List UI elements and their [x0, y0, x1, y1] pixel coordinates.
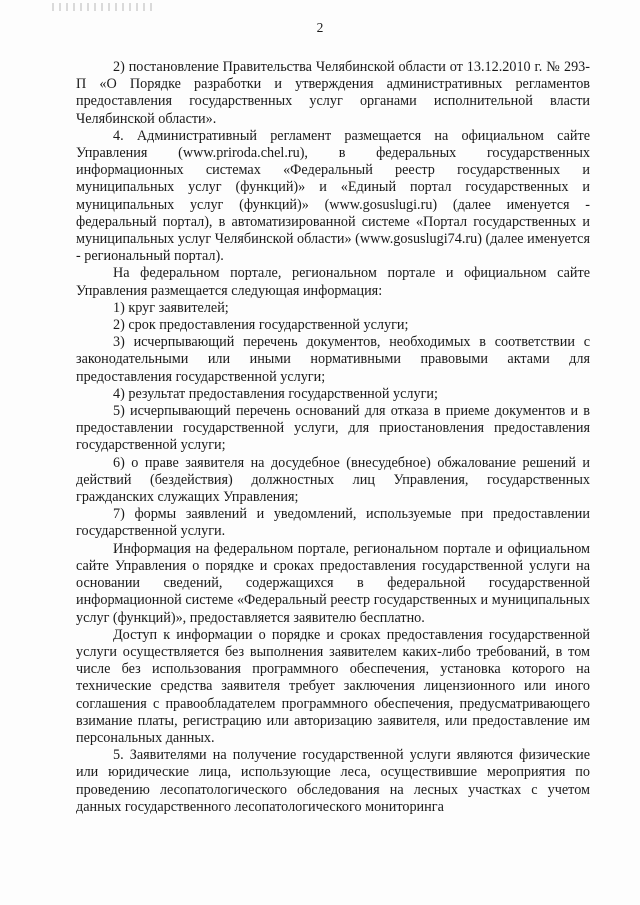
list-item-appeal-rights: 6) о праве заявителя на досудебное (внесудебное) обжалование решений и действий (бездействия) должностных лиц Управления, государственных гражданских служащих Управления; — [76, 454, 590, 506]
list-item-refusal-grounds: 5) исчерпывающий перечень оснований для отказа в приеме документов и в предоставлении государственной услуги, для приостановления предоставления государственной услуги; — [76, 403, 590, 454]
list-item-applicants: 1) круг заявителей; — [113, 299, 229, 316]
scan-artifact — [52, 3, 152, 11]
paragraph-applicants-definition: 5. Заявителями на получение государственной услуги являются физические или юридические лица, использующие леса, осуществившие мероприятия по проведению лесопатологического обследования на лесных участках с учетом данных государственного лесопатологического мониторинга — [76, 747, 590, 815]
paragraph-regulation-placement: 4. Административный регламент размещается на официальном сайте Управления (www.priroda.chel.ru), в федеральных государственных информационных системах «Федеральный реестр государственных и муниципальных услуг (функций)» и «Единый портал государственных и муниципальных услуг (функций)» (www.gosuslugi.ru) (далее именуется - федеральный портал), в автоматизированной системе «Портал государственных и муниципальных услуг Челябинской области» (www.gosuslugi74.ru) (далее именуется - региональный портал). — [76, 127, 590, 265]
list-item-forms: 7) формы заявлений и уведомлений, используемые при предоставлении государственной услуги. — [76, 506, 590, 540]
list-item-service-term: 2) срок предоставления государственной услуги; — [113, 317, 409, 334]
list-item-documents: 3) исчерпывающий перечень документов, необходимых в соответствии с законодательными или иными нормативными правовыми актами для предоставления государственной услуги; — [76, 334, 590, 385]
document-body — [76, 59, 590, 816]
paragraph-access-conditions: Доступ к информации о порядке и сроках предоставления государственной услуги осуществляется без выполнения заявителем каких-либо требований, в том числе без использования программного обеспечения, установка которого на технические средства заявителя требует заключения лицензионного или иного соглашения с правообладателем программного обеспечения, предусматривающего взимание платы, регистрацию или авторизацию заявителя, или предоставление им персональных данных. — [76, 626, 590, 746]
paragraph-info-intro: На федеральном портале, региональном портале и официальном сайте Управления размещается следующая информация: — [76, 265, 590, 299]
page-number: 2 — [316, 20, 324, 35]
list-item-result: 4) результат предоставления государственной услуги; — [113, 385, 438, 402]
paragraph-free-information: Информация на федеральном портале, региональном портале и официальном сайте Управления о порядке и сроках предоставления государственной услуги на основании сведений, содержащихся в федеральной государственной информационной системе «Федеральный реестр государственных и муниципальных услуг (функций)», предоставляется заявителю бесплатно. — [76, 540, 590, 626]
paragraph-resolution-293p: 2) постановление Правительства Челябинской области от 13.12.2010 г. № 293-П «О Порядке разработки и утверждения административных регламентов предоставления государственных услуг органами исполнительной власти Челябинской области». — [76, 59, 590, 127]
